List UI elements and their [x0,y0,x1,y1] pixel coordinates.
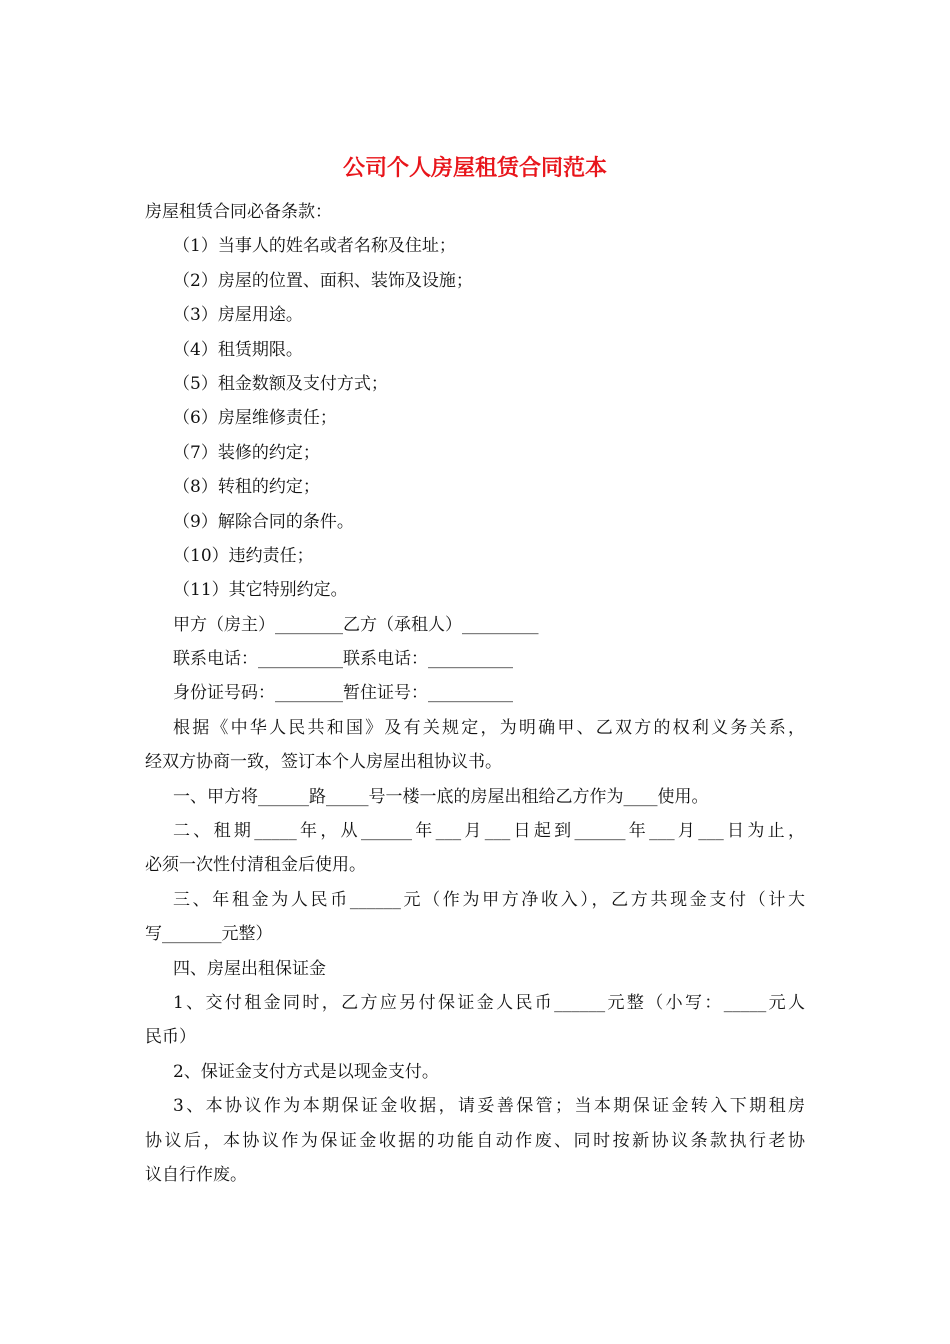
paragraph-line: 经双方协商一致，签订本个人房屋出租协议书。 [145,752,502,773]
clause-item: （11）其它特别约定。 [173,580,348,601]
phone-line: 联系电话：__________联系电话：__________ [173,649,513,670]
clause-item: （3）房屋用途。 [173,305,303,326]
article-line: 民币） [145,1027,196,1048]
article-line: 议自行作废。 [145,1164,247,1185]
clause-item: （4）租赁期限。 [173,339,303,360]
clause-item: （7）装修的约定； [173,442,320,463]
clause-item: （6）房屋维修责任； [173,408,337,429]
clause-item: （8）转租的约定； [173,477,320,498]
party-line: 甲方（房主）________乙方（承租人）_________ [173,614,539,635]
article-line: 2、保证金支付方式是以现金支付。 [173,1061,439,1082]
article-line: 一、甲方将______路_____号一楼一底的房屋出租给乙方作为____使用。 [173,786,709,807]
id-line: 身份证号码：________暂住证号：__________ [173,683,513,704]
clause-item: （1）当事人的姓名或者名称及住址； [173,236,456,257]
clause-item: （9）解除合同的条件。 [173,511,354,532]
article-line: 必须一次性付清租金后使用。 [145,855,366,876]
article-line: 协议后，本协议作为保证金收据的功能自动作废、同时按新协议条款执行老协 [145,1130,805,1151]
section-heading: 四、房屋出租保证金 [173,958,326,979]
article-line: 二、租期_____年，从______年___月___日起到______年___月___日为止， [173,821,805,842]
document-body [145,195,805,1192]
document-title: 公司个人房屋租赁合同范本 [342,155,607,181]
paragraph-line: 根据《中华人民共和国》及有关规定，为明确甲、乙双方的权利义务关系， [173,717,805,738]
article-line: 3、本协议作为本期保证金收据，请妥善保管；当本期保证金转入下期租房 [173,1096,805,1117]
clause-item: （2）房屋的位置、面积、装饰及设施； [173,270,473,291]
article-line: 1、交付租金同时，乙方应另付保证金人民币______元整（小写：_____元人 [173,992,805,1013]
clauses-heading: 房屋租赁合同必备条款： [145,202,332,222]
clause-item: （10）违约责任； [173,545,314,566]
article-line: 写_______元整） [145,924,273,945]
clause-item: （5）租金数额及支付方式； [173,373,388,394]
article-line: 三、年租金为人民币______元（作为甲方净收入），乙方共现金支付（计大 [173,889,805,910]
